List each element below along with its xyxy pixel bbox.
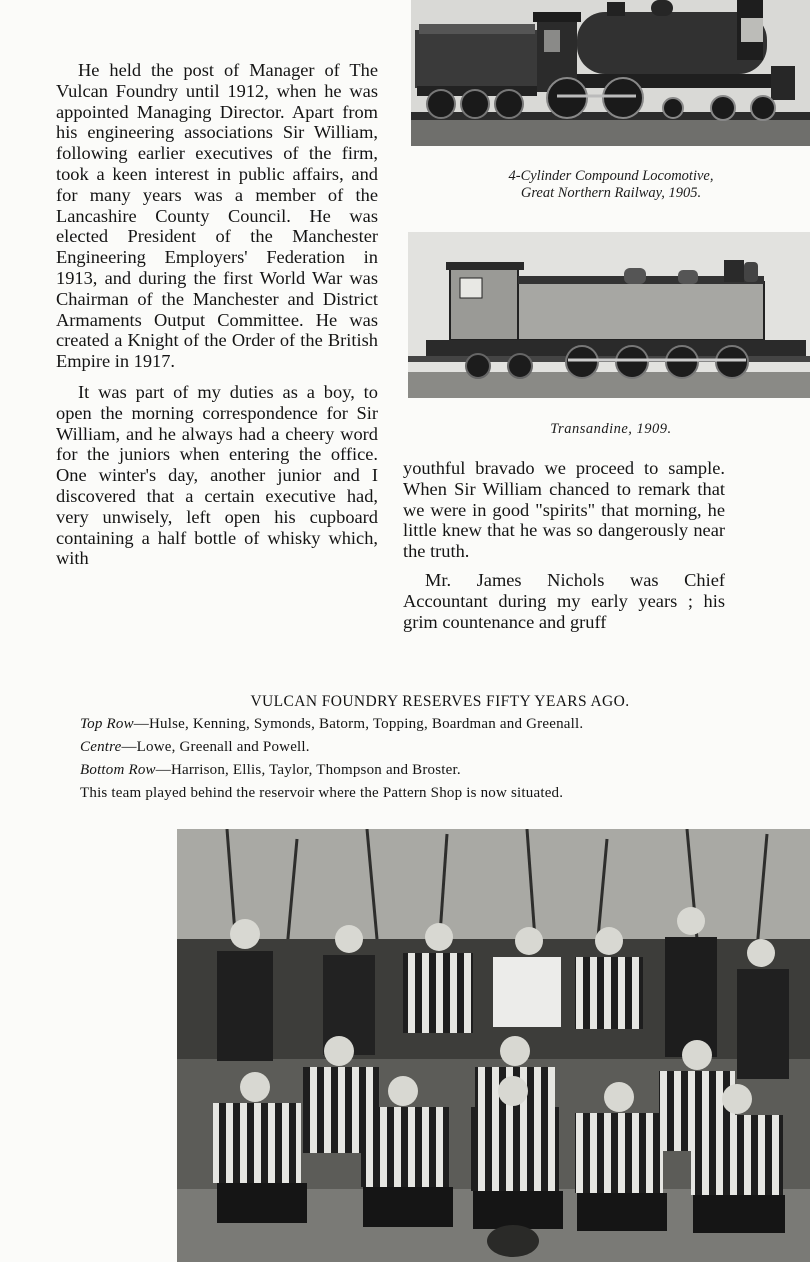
- body-paragraph-1: He held the post of Manager of The Vulcan Foundry until 1912, when he was appointed Managing Director. Apart from his engineering associations Sir William, following earlier executives of the firm, took a keen interest in public affairs, and for many years was a member of the Lancashire County Council. He was elected President of the Manchester Engineering Employers' Federation in 1913, and during the first World War was Chairman of the Manchester and District Armaments Output Committee. He was created a Knight of the Order of the British Empire in 1917.: [56, 60, 378, 372]
- body-paragraph-2: It was part of my duties as a boy, to open the morning correspondence for Sir William, and he always had a cheery word for the juniors when entering the office. One winter's day, another junior and I discovered that a certain executive had, very unwisely, left open his cupboard containing a half bottle of whisky which, with: [56, 381, 378, 569]
- body-paragraph-4: Mr. James Nichols was Chief Accountant during my early years ; his grim countenance and gruff: [403, 569, 725, 632]
- team-illustration: [177, 829, 810, 1262]
- centre-label: Centre: [80, 739, 122, 755]
- caption-line-1: 4-Cylinder Compound Locomotive,: [508, 168, 714, 184]
- body-paragraph-3: youthful bravado we proceed to sample. When Sir William chanced to remark that we were in good "spirits" that morning, he little knew that he was so dangerously near the truth.: [403, 458, 725, 562]
- top-row-line: [80, 713, 800, 736]
- centre-names: —Lowe, Greenall and Powell.: [121, 739, 310, 755]
- locomotive-illustration: [411, 0, 810, 146]
- compound-locomotive-photo: [411, 0, 810, 146]
- tank-locomotive-illustration: [408, 232, 810, 398]
- compound-locomotive-caption: [412, 168, 810, 202]
- transandine-locomotive-photo: [408, 232, 810, 398]
- team-note: This team played behind the reservoir where the Pattern Shop is now situated.: [80, 785, 564, 801]
- top-row-label: Top Row: [80, 716, 134, 732]
- team-photo-caption: [80, 690, 800, 805]
- right-column: [403, 458, 725, 632]
- transandine-caption: Transandine, 1909.: [550, 421, 672, 437]
- caption-line-2: Great Northern Railway, 1905.: [520, 185, 702, 201]
- bottom-row-names: —Harrison, Ellis, Taylor, Thompson and Broster.: [155, 762, 461, 778]
- team-photo-heading: VULCAN FOUNDRY RESERVES FIFTY YEARS AGO.: [250, 693, 630, 710]
- bottom-row-label: Bottom Row: [80, 762, 156, 778]
- top-row-names: —Hulse, Kenning, Symonds, Batorm, Topping, Boardman and Greenall.: [133, 716, 584, 732]
- centre-line: [80, 736, 800, 759]
- football-team-photo: [177, 829, 810, 1262]
- bottom-row-line: [80, 759, 800, 782]
- left-column: [56, 60, 378, 569]
